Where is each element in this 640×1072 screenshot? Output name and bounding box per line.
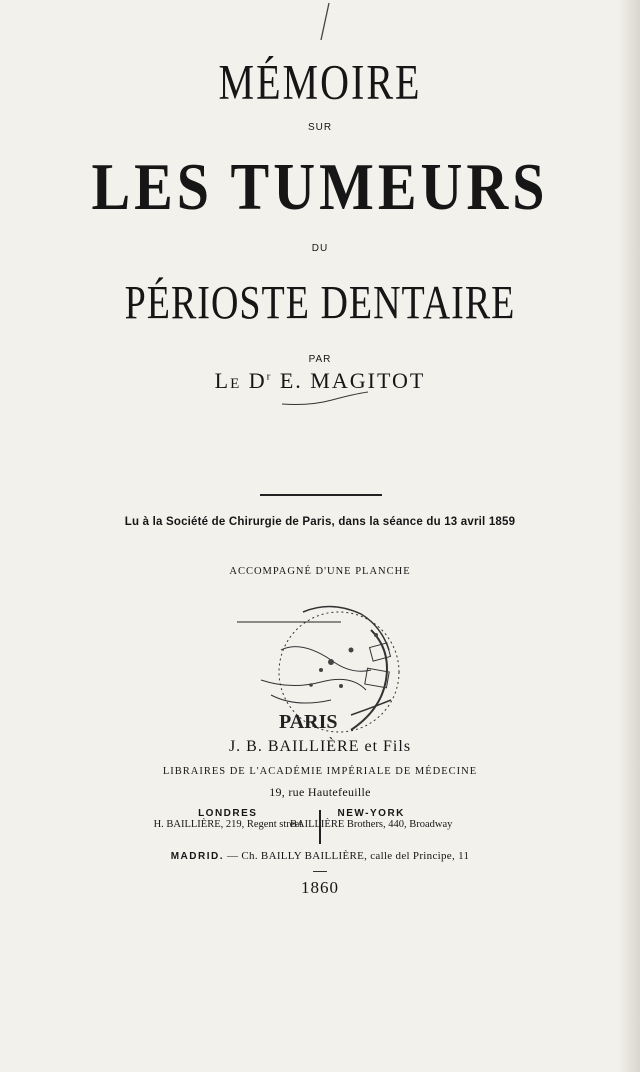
sur-label: SUR — [307, 122, 333, 133]
vignette-label: PARIS — [279, 711, 338, 733]
madrid-branch — [0, 850, 640, 862]
subject-line-2: PÉRIOSTE DENTAIRE — [124, 277, 516, 330]
author-prefix: Le D — [214, 368, 267, 393]
london-city: LONDRES — [198, 808, 258, 819]
publisher-vignette — [221, 590, 421, 742]
author-prefix-sup: r — [266, 370, 273, 383]
newyork-branch — [290, 808, 452, 830]
title-main: MÉMOIRE — [218, 53, 422, 110]
plate-note: ACCOMPAGNÉ D'UNE PLANCHE — [229, 566, 411, 577]
newyork-city: NEW-YORK — [337, 808, 405, 819]
london-branch — [154, 808, 302, 830]
publisher-description: LIBRAIRES DE L'ACADÉMIE IMPÉRIALE DE MÉDECINE — [162, 766, 478, 777]
read-note: Lu à la Société de Chirurgie de Paris, dans la séance du 13 avril 1859 — [124, 516, 516, 528]
divider-rule — [260, 494, 382, 496]
publication-year: 1860 — [301, 878, 339, 897]
pen-mark — [318, 2, 332, 42]
author-name: E. MAGITOT — [279, 368, 426, 393]
du-label: DU — [311, 243, 329, 254]
year-dash — [313, 871, 327, 872]
ornament-flourish — [280, 390, 370, 408]
publisher-address: 19, rue Hautefeuille — [269, 785, 371, 799]
madrid-address: — Ch. BAILLY BAILLIÈRE, calle del Principe, 11 — [227, 850, 470, 862]
par-label: PAR — [308, 354, 332, 365]
newyork-address: BAILLIÈRE Brothers, 440, Broadway — [290, 819, 453, 830]
london-address: H. BAILLIÈRE, 219, Regent street — [153, 819, 302, 830]
page-edge-shadow — [618, 0, 640, 1072]
madrid-city: MADRID. — [170, 851, 224, 862]
subject-line-1: LES TUMEURS — [91, 149, 549, 224]
publisher-name: J. B. BAILLIÈRE et Fils — [228, 738, 412, 755]
